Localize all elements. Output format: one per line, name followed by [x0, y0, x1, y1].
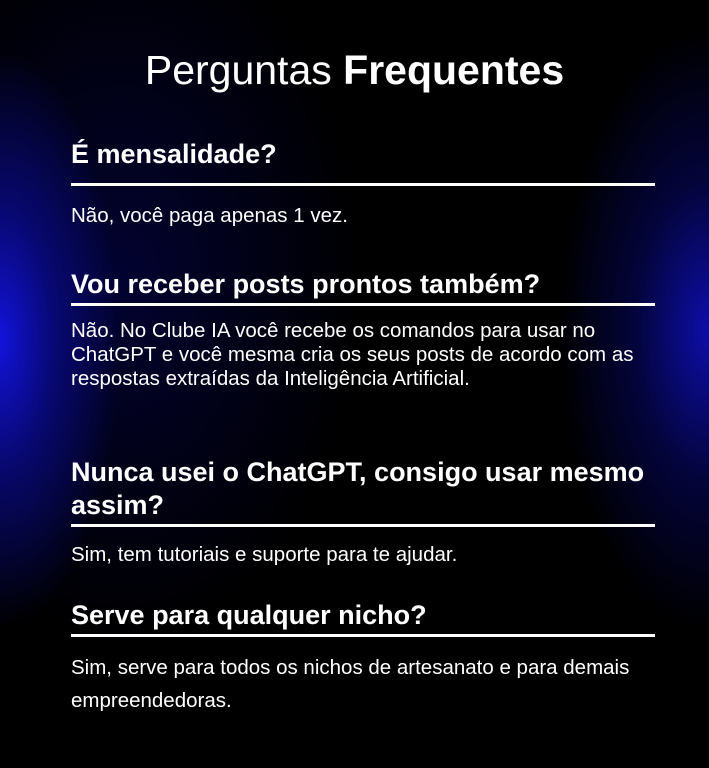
- faq-divider: [71, 303, 655, 306]
- faq-answer: Sim, tem tutoriais e suporte para te ajudar.: [71, 543, 458, 566]
- faq-question: Serve para qualquer nicho?: [71, 600, 427, 630]
- title-light: Perguntas: [144, 47, 332, 93]
- title-bold: Frequentes: [343, 47, 565, 93]
- page-title: [0, 44, 709, 96]
- faq-divider: [71, 183, 655, 186]
- faq-item-never-used: [71, 456, 655, 567]
- faq-answer: Não. No Clube IA você recebe os comandos para usar no ChatGPT e você mesma cria os seus posts de acordo com as respostas extraídas da Inteligência Artificial.: [71, 319, 634, 390]
- faq-question: Nunca usei o ChatGPT, consigo usar mesmo assim?: [71, 457, 645, 520]
- faq-question: É mensalidade?: [71, 139, 277, 169]
- faq-item-any-niche: [71, 599, 655, 717]
- faq-item-ready-posts: [71, 268, 655, 391]
- faq-answer: Sim, serve para todos os nichos de artesanato e para demais empreendedoras.: [71, 656, 630, 712]
- faq-item-monthly-fee: [71, 138, 655, 228]
- faq-question: Vou receber posts prontos também?: [71, 269, 541, 299]
- faq-answer: Não, você paga apenas 1 vez.: [71, 204, 348, 227]
- faq-divider: [71, 524, 655, 527]
- faq-divider: [71, 634, 655, 637]
